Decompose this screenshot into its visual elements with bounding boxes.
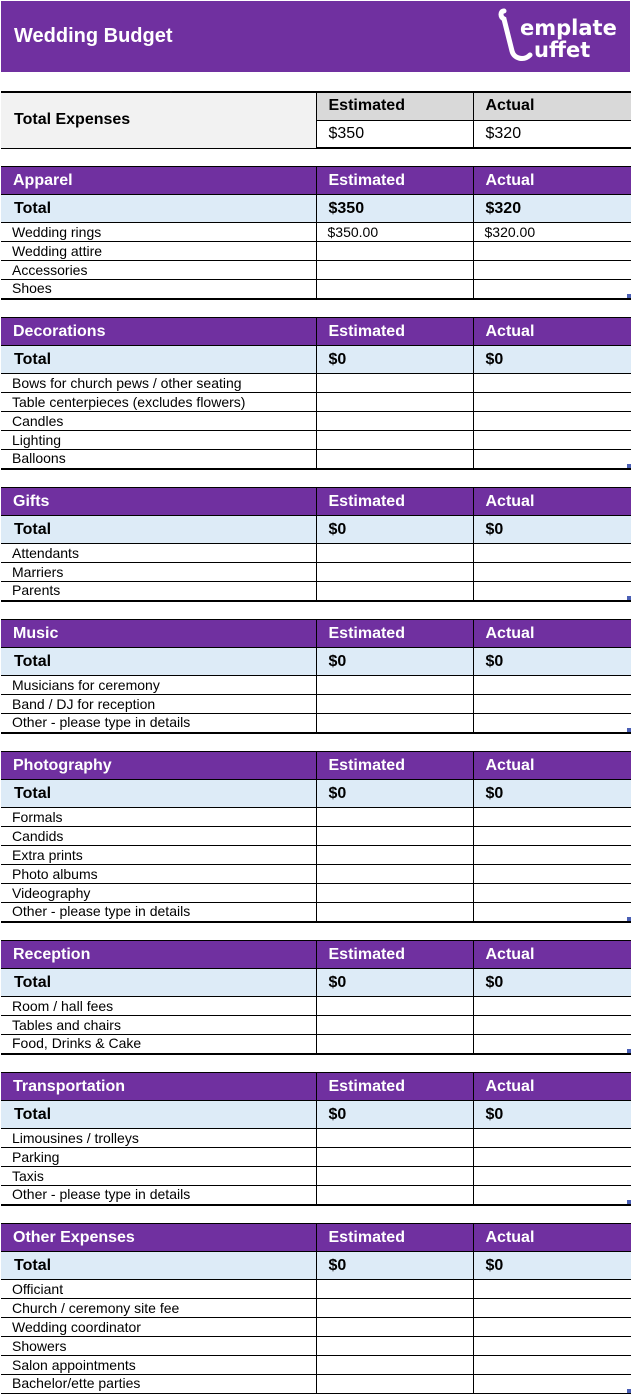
table-row bbox=[1, 242, 631, 261]
section-title: Decorations bbox=[1, 318, 316, 346]
item-estimated-cell[interactable] bbox=[316, 393, 473, 412]
summary-estimated-header: Estimated bbox=[316, 92, 473, 120]
item-estimated-cell[interactable] bbox=[316, 1280, 473, 1299]
estimated-header: Estimated bbox=[316, 1073, 473, 1101]
table-row bbox=[1, 450, 631, 469]
item-label[interactable]: Wedding attire bbox=[1, 242, 316, 261]
total-estimated: $0 bbox=[316, 1252, 473, 1280]
section-reception bbox=[1, 940, 631, 1055]
total-actual: $0 bbox=[473, 1101, 631, 1129]
table-row bbox=[1, 280, 631, 299]
item-label[interactable]: Limousines / trolleys bbox=[1, 1129, 316, 1148]
section-decorations bbox=[1, 317, 631, 470]
total-label: Total bbox=[1, 1252, 316, 1280]
table-row bbox=[1, 1375, 631, 1394]
table-row bbox=[1, 1299, 631, 1318]
item-label[interactable]: Salon appointments bbox=[1, 1356, 316, 1375]
item-actual-cell[interactable] bbox=[473, 431, 631, 450]
table-row bbox=[1, 261, 631, 280]
table-row bbox=[1, 865, 631, 884]
item-actual-cell[interactable] bbox=[473, 450, 631, 469]
summary-actual-header: Actual bbox=[473, 92, 631, 120]
item-label[interactable]: Attendants bbox=[1, 544, 316, 563]
table-row bbox=[1, 431, 631, 450]
item-label[interactable]: Officiant bbox=[1, 1280, 316, 1299]
item-label[interactable]: Wedding coordinator bbox=[1, 1318, 316, 1337]
item-actual-cell[interactable] bbox=[473, 808, 631, 827]
item-actual-cell[interactable] bbox=[473, 1035, 631, 1054]
section-title: Other Expenses bbox=[1, 1224, 316, 1252]
table-row bbox=[1, 1148, 631, 1167]
item-label[interactable]: Bachelor/ette parties bbox=[1, 1375, 316, 1394]
item-actual-cell[interactable] bbox=[473, 714, 631, 733]
table-row bbox=[1, 223, 631, 242]
table-row bbox=[1, 846, 631, 865]
estimated-header: Estimated bbox=[316, 620, 473, 648]
item-actual-cell[interactable] bbox=[473, 242, 631, 261]
item-estimated-cell[interactable] bbox=[316, 1167, 473, 1186]
item-label[interactable]: Other - please type in details bbox=[1, 1186, 316, 1205]
total-label: Total bbox=[1, 516, 316, 544]
item-actual-cell[interactable] bbox=[473, 393, 631, 412]
actual-header: Actual bbox=[473, 941, 631, 969]
item-label[interactable]: Lighting bbox=[1, 431, 316, 450]
item-actual-cell[interactable] bbox=[473, 280, 631, 299]
table-row bbox=[1, 1318, 631, 1337]
total-expenses-table bbox=[1, 91, 631, 149]
item-actual-value: $320.00 bbox=[484, 223, 536, 240]
total-label: Total bbox=[1, 1101, 316, 1129]
item-label[interactable]: Parents bbox=[1, 582, 316, 601]
table-row bbox=[1, 1337, 631, 1356]
item-estimated-cell[interactable] bbox=[316, 450, 473, 469]
item-label[interactable]: Table centerpieces (excludes flowers) bbox=[1, 393, 316, 412]
table-resize-handle-icon[interactable] bbox=[627, 1049, 631, 1053]
total-label: Total bbox=[1, 346, 316, 374]
total-estimated: $0 bbox=[316, 780, 473, 808]
section-apparel bbox=[1, 166, 631, 300]
item-actual-cell[interactable] bbox=[473, 997, 631, 1016]
item-label[interactable]: Food, Drinks & Cake bbox=[1, 1035, 316, 1054]
total-actual: $0 bbox=[473, 1252, 631, 1280]
item-estimated-cell[interactable] bbox=[316, 1035, 473, 1054]
item-actual-cell[interactable] bbox=[473, 563, 631, 582]
total-label: Total bbox=[1, 195, 316, 223]
section-photography bbox=[1, 751, 631, 923]
item-estimated-cell[interactable] bbox=[316, 865, 473, 884]
item-label[interactable]: Candles bbox=[1, 412, 316, 431]
estimated-header: Estimated bbox=[316, 941, 473, 969]
table-resize-handle-icon[interactable] bbox=[627, 464, 631, 468]
item-actual-cell[interactable] bbox=[473, 1356, 631, 1375]
total-estimated: $350 bbox=[316, 195, 473, 223]
item-estimated-cell[interactable] bbox=[316, 582, 473, 601]
actual-header: Actual bbox=[473, 167, 631, 195]
item-estimated-cell[interactable] bbox=[316, 1375, 473, 1394]
item-label[interactable]: Band / DJ for reception bbox=[1, 695, 316, 714]
item-label[interactable]: Shoes bbox=[1, 280, 316, 299]
actual-header: Actual bbox=[473, 318, 631, 346]
total-actual: $320 bbox=[473, 195, 631, 223]
section-transportation bbox=[1, 1072, 631, 1206]
item-estimated-cell[interactable] bbox=[316, 261, 473, 280]
item-estimated-cell[interactable] bbox=[316, 1318, 473, 1337]
table-row bbox=[1, 393, 631, 412]
actual-header: Actual bbox=[473, 620, 631, 648]
actual-header: Actual bbox=[473, 1073, 631, 1101]
table-row bbox=[1, 563, 631, 582]
actual-header: Actual bbox=[473, 1224, 631, 1252]
item-actual-cell[interactable] bbox=[473, 1016, 631, 1035]
item-label[interactable]: Accessories bbox=[1, 261, 316, 280]
item-estimated-cell[interactable] bbox=[316, 431, 473, 450]
item-estimated-cell[interactable] bbox=[316, 903, 473, 922]
item-label[interactable]: Musicians for ceremony bbox=[1, 676, 316, 695]
item-label[interactable]: Tables and chairs bbox=[1, 1016, 316, 1035]
total-actual: $0 bbox=[473, 648, 631, 676]
item-estimated-cell[interactable] bbox=[316, 808, 473, 827]
actual-header: Actual bbox=[473, 488, 631, 516]
table-row bbox=[1, 1186, 631, 1205]
summary-actual-value[interactable]: $320 bbox=[473, 120, 631, 148]
item-actual-cell[interactable] bbox=[473, 1318, 631, 1337]
item-estimated-cell[interactable] bbox=[316, 695, 473, 714]
item-actual-cell[interactable] bbox=[473, 1337, 631, 1356]
item-label[interactable]: Other - please type in details bbox=[1, 714, 316, 733]
table-row bbox=[1, 884, 631, 903]
item-label[interactable]: Balloons bbox=[1, 450, 316, 469]
item-actual-cell[interactable] bbox=[473, 1280, 631, 1299]
item-estimated-cell[interactable] bbox=[316, 1356, 473, 1375]
section-gifts bbox=[1, 487, 631, 602]
title-banner bbox=[1, 1, 630, 72]
item-actual-cell[interactable] bbox=[473, 544, 631, 563]
item-actual-cell[interactable] bbox=[473, 1299, 631, 1318]
estimated-header: Estimated bbox=[316, 318, 473, 346]
table-resize-handle-icon[interactable] bbox=[627, 294, 631, 298]
item-label[interactable]: Formals bbox=[1, 808, 316, 827]
table-row bbox=[1, 544, 631, 563]
svg-text:emplate: emplate bbox=[520, 16, 617, 40]
section-title: Photography bbox=[1, 752, 316, 780]
item-label[interactable]: Room / hall fees bbox=[1, 997, 316, 1016]
item-estimated-cell[interactable] bbox=[316, 412, 473, 431]
item-estimated-cell[interactable] bbox=[316, 280, 473, 299]
section-title: Music bbox=[1, 620, 316, 648]
item-estimated-cell[interactable] bbox=[316, 676, 473, 695]
item-actual-cell[interactable] bbox=[473, 884, 631, 903]
total-label: Total bbox=[1, 648, 316, 676]
item-estimated-cell[interactable] bbox=[316, 997, 473, 1016]
total-expenses-label: Total Expenses bbox=[1, 92, 316, 148]
table-row bbox=[1, 1129, 631, 1148]
item-label[interactable]: Church / ceremony site fee bbox=[1, 1299, 316, 1318]
table-row bbox=[1, 676, 631, 695]
item-actual-cell[interactable] bbox=[473, 676, 631, 695]
table-row bbox=[1, 1167, 631, 1186]
table-row bbox=[1, 582, 631, 601]
item-label[interactable]: Bows for church pews / other seating bbox=[1, 374, 316, 393]
item-actual-cell[interactable] bbox=[473, 1375, 631, 1394]
item-actual-cell[interactable] bbox=[473, 261, 631, 280]
table-row bbox=[1, 695, 631, 714]
estimated-header: Estimated bbox=[316, 167, 473, 195]
item-estimated-cell[interactable] bbox=[316, 544, 473, 563]
item-label[interactable]: Videography bbox=[1, 884, 316, 903]
item-estimated-cell[interactable] bbox=[316, 1299, 473, 1318]
item-actual-cell[interactable] bbox=[473, 223, 631, 242]
item-label[interactable]: Marriers bbox=[1, 563, 316, 582]
section-other-expenses bbox=[1, 1223, 631, 1394]
table-row bbox=[1, 412, 631, 431]
table-resize-handle-icon[interactable] bbox=[627, 1200, 631, 1204]
item-estimated-cell[interactable] bbox=[316, 1337, 473, 1356]
item-actual-cell[interactable] bbox=[473, 1167, 631, 1186]
total-label: Total bbox=[1, 780, 316, 808]
item-estimated-cell[interactable] bbox=[316, 563, 473, 582]
item-estimated-cell[interactable] bbox=[316, 884, 473, 903]
total-actual: $0 bbox=[473, 346, 631, 374]
item-actual-cell[interactable] bbox=[473, 1148, 631, 1167]
item-estimated-cell[interactable] bbox=[316, 714, 473, 733]
item-actual-cell[interactable] bbox=[473, 1186, 631, 1205]
section-title: Gifts bbox=[1, 488, 316, 516]
table-row bbox=[1, 1356, 631, 1375]
item-label[interactable]: Other - please type in details bbox=[1, 903, 316, 922]
section-title: Apparel bbox=[1, 167, 316, 195]
item-estimated-cell[interactable] bbox=[316, 846, 473, 865]
item-estimated-cell[interactable] bbox=[316, 827, 473, 846]
total-estimated: $0 bbox=[316, 346, 473, 374]
item-actual-cell[interactable] bbox=[473, 412, 631, 431]
table-row bbox=[1, 714, 631, 733]
total-actual: $0 bbox=[473, 516, 631, 544]
page-title: Wedding Budget bbox=[14, 25, 173, 47]
table-row bbox=[1, 1280, 631, 1299]
estimated-header: Estimated bbox=[316, 1224, 473, 1252]
item-label[interactable]: Wedding rings bbox=[1, 223, 316, 242]
table-row bbox=[1, 1016, 631, 1035]
item-actual-cell[interactable] bbox=[473, 1129, 631, 1148]
table-row bbox=[1, 374, 631, 393]
item-label[interactable]: Extra prints bbox=[1, 846, 316, 865]
svg-text:uffet: uffet bbox=[534, 38, 591, 62]
table-row bbox=[1, 903, 631, 922]
summary-estimated-value[interactable]: $350 bbox=[316, 120, 473, 148]
item-label[interactable]: Photo albums bbox=[1, 865, 316, 884]
total-estimated: $0 bbox=[316, 969, 473, 997]
item-estimated-cell[interactable] bbox=[316, 242, 473, 261]
table-row bbox=[1, 1035, 631, 1054]
section-music bbox=[1, 619, 631, 734]
table-resize-handle-icon[interactable] bbox=[627, 728, 631, 732]
table-resize-handle-icon[interactable] bbox=[627, 1389, 631, 1393]
item-estimated-cell[interactable] bbox=[316, 1186, 473, 1205]
item-actual-cell[interactable] bbox=[473, 695, 631, 714]
item-actual-cell[interactable] bbox=[473, 865, 631, 884]
estimated-header: Estimated bbox=[316, 488, 473, 516]
total-estimated: $0 bbox=[316, 1101, 473, 1129]
table-row bbox=[1, 808, 631, 827]
item-estimated-cell[interactable] bbox=[316, 1148, 473, 1167]
item-label[interactable]: Candids bbox=[1, 827, 316, 846]
item-estimated-cell[interactable]: $350.00 bbox=[316, 223, 473, 242]
item-label[interactable]: Taxis bbox=[1, 1167, 316, 1186]
item-actual-cell[interactable] bbox=[473, 903, 631, 922]
actual-header: Actual bbox=[473, 752, 631, 780]
item-actual-cell[interactable] bbox=[473, 846, 631, 865]
table-resize-handle-icon[interactable] bbox=[627, 917, 631, 921]
item-actual-cell[interactable] bbox=[473, 374, 631, 393]
total-actual: $0 bbox=[473, 780, 631, 808]
item-estimated-cell[interactable] bbox=[316, 374, 473, 393]
total-actual: $0 bbox=[473, 969, 631, 997]
total-estimated: $0 bbox=[316, 648, 473, 676]
item-label[interactable]: Parking bbox=[1, 1148, 316, 1167]
section-title: Reception bbox=[1, 941, 316, 969]
total-estimated: $0 bbox=[316, 516, 473, 544]
template-buffet-logo-icon bbox=[498, 7, 622, 63]
item-estimated-cell[interactable] bbox=[316, 1129, 473, 1148]
table-row bbox=[1, 997, 631, 1016]
table-resize-handle-icon[interactable] bbox=[627, 596, 631, 600]
total-label: Total bbox=[1, 969, 316, 997]
item-actual-cell[interactable] bbox=[473, 582, 631, 601]
item-actual-cell[interactable] bbox=[473, 827, 631, 846]
item-label[interactable]: Showers bbox=[1, 1337, 316, 1356]
item-estimated-cell[interactable] bbox=[316, 1016, 473, 1035]
section-title: Transportation bbox=[1, 1073, 316, 1101]
estimated-header: Estimated bbox=[316, 752, 473, 780]
table-row bbox=[1, 827, 631, 846]
